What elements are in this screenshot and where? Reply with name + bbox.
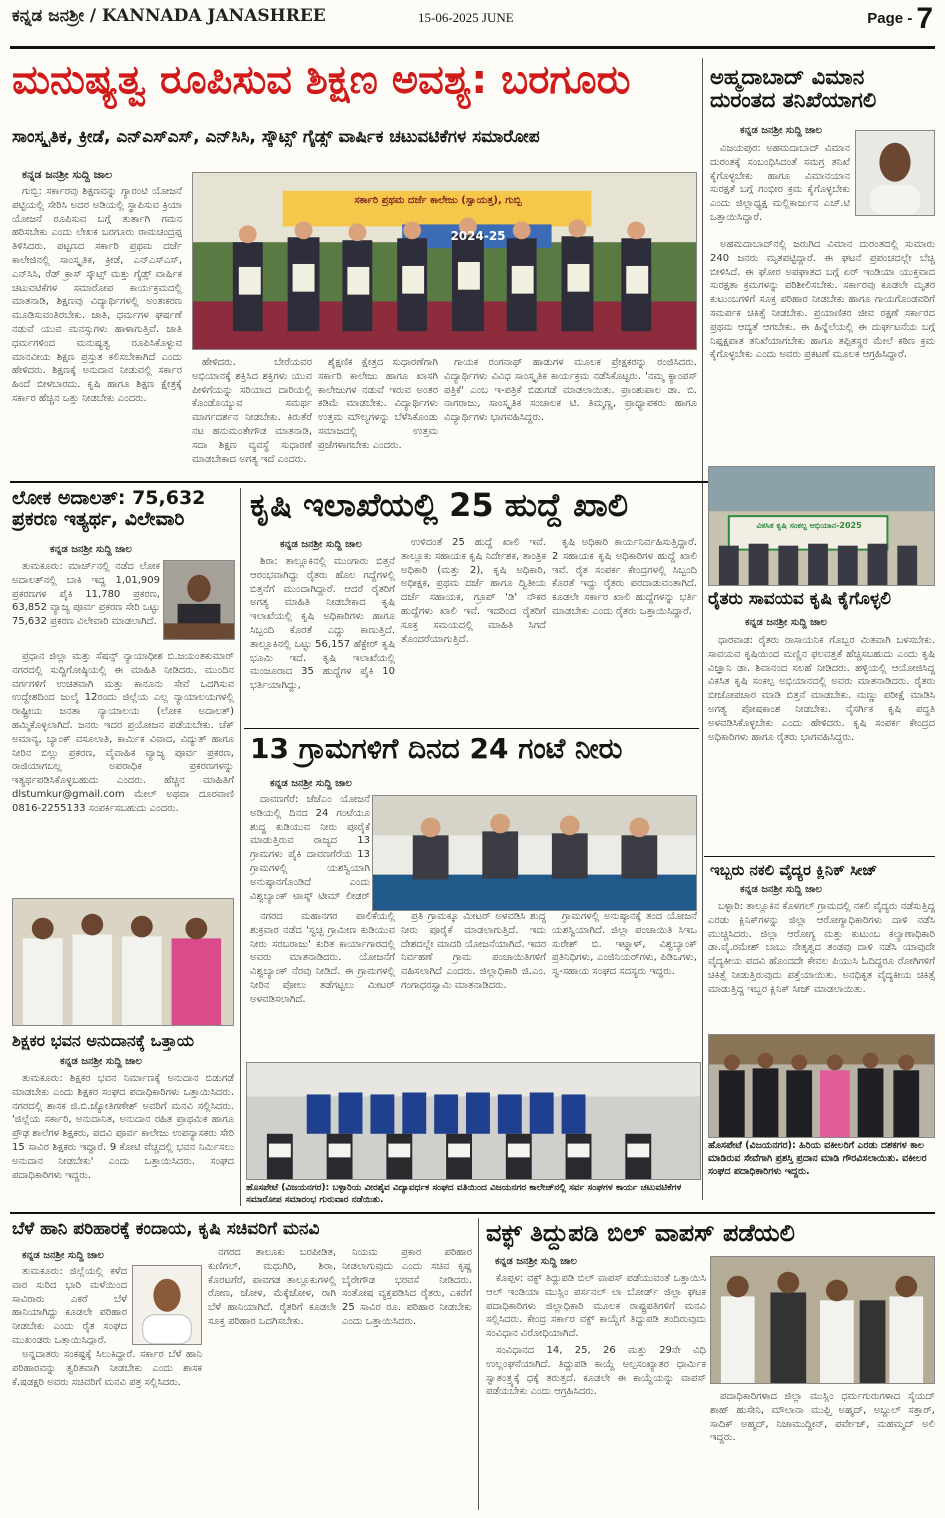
krishi-col-3: ಕೃಷಿ ಅಧಿಕಾರಿ ಕಾರ್ಯನಿರ್ವಹಿಸುತ್ತಿದ್ದಾರೆ. 2 ಸಹಾಯಕ ಕೃಷಿ ಅಧಿಕಾರಿಗಳ ಹುದ್ದೆ ಖಾಲಿ ಇವೆ. ರೈತ ಸಂಪರ್ಕ ಕೇಂದ್ರಗಳಲ್ಲಿ ಸಿಬ್ಬಂದಿ ಕೊರತೆ ಇದ್ದು ರೈತರು ಪರದಾಡುವಂತಾಗಿದೆ. ಕೂಡಲೇ ಸರ್ಕಾರ ಖಾಲಿ ಹುದ್ದೆಗಳನ್ನು ಭರ್ತಿ ಮಾಡಬೇಕು ಎಂದು ರೈತರು ಒತ್ತಾಯಿಸಿದ್ದಾರೆ. — [552, 537, 697, 617]
bele-byline: ಕನ್ನಡ ಜನಶ್ರೀ ಸುದ್ದಿ ಜಾಲ — [22, 1250, 104, 1261]
lok-adalat-intro: ತುಮಕೂರು: ಮಾರ್ಚ್‌ನಲ್ಲಿ ನಡೆದ ಲೋಕ ಅದಾಲತ್‌ನಲ್ಲಿ ಬಾಕಿ ಇದ್ದ 1,01,909 ಪ್ರಕರಣಗಳ ಪೈಕಿ 11,780 ಪ್ರಕರಣ, 63,852 ವ್ಯಾಜ್ಯ ಪೂರ್ವ ಪ್ರಕರಣ ಸೇರಿ ಒಟ್ಟು 75,632 ಪ್ರಕರಣ ವಿಲೇವಾರಿ ಮಾಡಲಾಗಿದೆ. — [12, 561, 160, 628]
lead-photo — [192, 172, 697, 350]
neeru-photo — [372, 795, 697, 911]
bele-col-1b: ಅನ್ನದಾತರು ಸಂಕಷ್ಟಕ್ಕೆ ಸಿಲುಕಿದ್ದಾರೆ. ಸರ್ಕಾರ ಬೆಳೆ ಹಾನಿ ಪರಿಹಾರವನ್ನು ತ್ವರಿತವಾಗಿ ನೀಡಬೇಕು ಎಂದು ಶಾಸಕ ಕೆ.ಷಡಕ್ಷರಿ ಅವರು ಸಚಿವರಿಗೆ ಮನವಿ ಪತ್ರ ಸಲ್ಲಿಸಿದರು. — [12, 1349, 202, 1388]
neeru-col-2: ಪ್ರತಿ ಗ್ರಾಮಕ್ಕೂ ಮೀಟರ್ ಅಳವಡಿಸಿ ಶುದ್ಧ ನೀರು ಪೂರೈಕೆ ಮಾಡಲಾಗುತ್ತಿದೆ. ಇದು ದೇಶದಲ್ಲೇ ಮಾದರಿ ಯೋಜನೆಯಾಗಿದೆ. ಇದರ ನಿರ್ವಹಣೆ ಗ್ರಾಮ ಪಂಚಾಯಿತಿಗಳಿಗೆ ವಹಿಸಲಾಗಿದೆ ಎಂದರು. ಜಿಲ್ಲಾಧಿಕಾರಿ ಜಿ.ಎಂ. ಗಂಗಾಧರಸ್ವಾಮಿ ಮಾತನಾಡಿದರು. — [401, 911, 546, 991]
group-photo-caption: ಹೊಸಪೇಟೆ (ವಿಜಯನಗರ): ಬಳ್ಳಾರಿಯ ವೀರಶೈವ ವಿದ್ಯಾವರ್ಧಕ ಸಂಘದ ವತಿಯಿಂದ ವಿಜಯನಗರ ಕಾಲೇಜ್‌ನಲ್ಲಿ ಸರ್ವ ಸಂಘಗಳ ಕಾರ್ಯ ಚಟುವಟಿಕೆಗಳ ಸಮಾರೋಪ ಸಮಾರಂಭ ಗುರುವಾರ ನಡೆಯಿತು. — [246, 1183, 682, 1206]
lead-photo-year: 2024-25 — [450, 229, 506, 243]
neeru-col-3: ಗ್ರಾಮಗಳಲ್ಲಿ ಅನುಷ್ಠಾನಕ್ಕೆ ತಂದ ಯೋಜನೆ ಯಶಸ್ವಿಯಾಗಿದೆ. ಜಿಲ್ಲಾ ಪಂಚಾಯಿತಿ ಸಿಇಒ ಸುರೇಶ್ ಬಿ. ಇಟ್ನಾಳ್, ವಿಶ್ವಬ್ಯಾಂಕ್ ಪ್ರತಿನಿಧಿಗಳು, ಎಂಜಿನಿಯರ್‌ಗಳು, ಪಿಡಿಒಗಳು, ಸ್ವ-ಸಹಾಯ ಸಂಘದ ಸದಸ್ಯರು ಇದ್ದರು. — [552, 911, 697, 978]
raitharu-photo — [708, 466, 935, 586]
lok-adalat-byline: ಕನ್ನಡ ಜನಶ್ರೀ ಸುದ್ದಿ ಜಾಲ — [50, 544, 132, 555]
lead-col-2: ಹೇಳಿದರು. ಬೇರೆಯವರ ಅಭಿಯಾನಕ್ಕೆ ಶಕ್ತಿಸಿದ ಶಕ್ತಿಗಳು ಯುವ ಪೀಳಿಗೆಯನ್ನು ಸರಿಯಾದ ದಾರಿಯಲ್ಲಿ ಕೊಂಡೊಯ್ಯುವ ಸಮರ್ಥ ಮಾರ್ಗದರ್ಶನ ನೀಡಬೇಕು. ಕಿರುತೆರೆ ನಟ ಹನುಮಂತೇಗೌಡ ಮಾತನಾಡಿ, ಸದಾ ಶಿಕ್ಷಣ ವ್ಯವಸ್ಥೆ ಸುಧಾರಣೆ ಮಾಡಬೇಕಾದ ಅಗತ್ಯ ಇದೆ ಎಂದರು. — [192, 357, 312, 465]
waqf-photo — [710, 1256, 935, 1384]
bele-portrait — [132, 1265, 202, 1345]
nakali-byline: ಕನ್ನಡ ಜನಶ್ರೀ ಸುದ್ದಿ ಜಾಲ — [740, 884, 822, 895]
masthead-title: ಕನ್ನಡ ಜನಶ್ರೀ / KANNADA JANASHREE — [12, 6, 326, 26]
lead-subhead: ಸಾಂಸ್ಕೃತಿಕ, ಕ್ರೀಡೆ, ಎನ್‌ಎಸ್‌ಎಸ್, ಎನ್‌ಸಿಸಿ, ಸ್ಕೌಟ್ಸ್ ಗೈಡ್ಸ್ ವಾರ್ಷಿಕ ಚಟುವಟಿಕೆಗಳ ಸಮಾರೋಪ — [12, 128, 540, 147]
lead-headline: ಮನುಷ್ಯತ್ವ ರೂಪಿಸುವ ಶಿಕ್ಷಣ ಅವಶ್ಯ: ಬರಗೂರು — [12, 57, 631, 103]
group-photo — [246, 1062, 701, 1180]
bele-col-3: ನಿಯಮ ಪ್ರಕಾರ ಪರಿಹಾರ ನೀಡಲಾಗುವುದು ಎಂದು ಸಚಿವ ಕೃಷ್ಣ ಬೈರೇಗೌಡ ಭರವಸೆ ನೀಡಿದರು. ಸಂತೋಷ ವ್ಯಕ್ತಪಡಿಸಿದ ರೈತರು, ಎಕರೆಗೆ 25 ಸಾವಿರ ರೂ. ಪರಿಹಾರ ನೀಡಬೇಕು ಎಂದು ಒತ್ತಾಯಿಸಿದರು. — [342, 1247, 472, 1327]
neeru-headline: 13 ಗ್ರಾಮಗಳಿಗೆ ದಿನದ 24 ಗಂಟೆ ನೀರು — [250, 732, 623, 765]
lok-adalat-photo — [163, 560, 235, 640]
ahmedabad-portrait — [855, 130, 935, 216]
page-number — [867, 2, 933, 36]
page-number-value: 7 — [916, 2, 933, 35]
raitharu-headline: ರೈತರು ಸಾವಯವ ಕೃಷಿ ಕೈಗೊಳ್ಳಲಿ — [708, 589, 891, 609]
shikshakara-photo — [12, 898, 234, 1026]
bele-intro: ತುಮಕೂರು: ಜಿಲ್ಲೆಯಲ್ಲಿ ಕಳೆದ ವಾರ ಸುರಿದ ಭಾರಿ ಮಳೆಯಿಂದ ಸಾವಿರಾರು ಎಕರೆ ಬೆಳೆ ಹಾನಿಯಾಗಿದ್ದು ಕೂಡಲೇ ಪರಿಹಾರ ನೀಡಬೇಕು ಎಂದು ರೈತ ಸಂಘದ ಮುಖಂಡರು ಒತ್ತಾಯಿಸಿದ್ದಾರೆ. — [12, 1266, 127, 1345]
krishi-col-2: ಉಳಿದಂತೆ 25 ಹುದ್ದೆ ಖಾಲಿ ಇವೆ. ತಾಲ್ಲೂಕು ಸಹಾಯಕ ಕೃಷಿ ನಿರ್ದೇಶಕ, ತಾಂತ್ರಿಕ ಅಧಿಕಾರಿ (ಮತ್ತು 2), ಕೃಷಿ ಅಧಿಕಾರಿ, ಅಧೀಕ್ಷಕ, ಪ್ರಥಮ ದರ್ಜೆ ಹಾಗೂ ದ್ವಿತೀಯ ದರ್ಜೆ ಸಹಾಯಕ, ಗ್ರೂಪ್ 'ಡಿ' ನೌಕರ ಹುದ್ದೆಗಳು ಖಾಲಿ ಇವೆ. ಇದರಿಂದ ರೈತರಿಗೆ ಸೂಕ್ತ ಸಮಯದಲ್ಲಿ ಮಾಹಿತಿ ಸಿಗದೆ ತೊಂದರೆಯಾಗುತ್ತಿದೆ. — [401, 537, 546, 645]
raitharu-banner: ವಿಕಸಿತ ಕೃಷಿ ಸಂಕಲ್ಪ ಅಭಿಯಾನ-2025 — [756, 521, 862, 530]
bele-col-2: ನಗರದ ತಾಲೂಕು ಬರಪೀಡಿತ, ಕುಣಿಗಲ್, ಮಧುಗಿರಿ, ಶಿರಾ, ಕೊರಟಗೆರೆ, ಪಾವಗಡ ತಾಲ್ಲೂಕುಗಳಲ್ಲಿ ರೋಣ, ಜೋಳ, ಮೆಕ್ಕೆಜೋಳ, ರಾಗಿ ಬೆಳೆ ಹಾನಿಯಾಗಿದೆ. ರೈತರಿಗೆ ಕೂಡಲೇ ಸೂಕ್ತ ಪರಿಹಾರ ಒದಗಿಸಬೇಕು. — [208, 1247, 336, 1327]
lead-byline: ಕನ್ನಡ ಜನಶ್ರೀ ಸುದ್ದಿ ಜಾಲ — [22, 168, 113, 181]
waqf-byline: ಕನ್ನಡ ಜನಶ್ರೀ ಸುದ್ದಿ ಜಾಲ — [495, 1256, 577, 1267]
nakali-photo — [708, 1034, 935, 1138]
page-label: Page - — [867, 10, 913, 27]
raitharu-byline: ಕನ್ನಡ ಜನಶ್ರೀ ಸುದ್ದಿ ಜಾಲ — [745, 617, 827, 628]
krishi-byline: ಕನ್ನಡ ಜನಶ್ರೀ ಸುದ್ದಿ ಜಾಲ — [280, 539, 362, 550]
ahmedabad-byline: ಕನ್ನಡ ಜನಶ್ರೀ ಸುದ್ದಿ ಜಾಲ — [740, 125, 822, 136]
waqf-col-1: ಕೊಪ್ಪಳ: ವಕ್ಫ್ ತಿದ್ದುಪಡಿ ಬಿಲ್ ವಾಪಸ್ ಪಡೆಯುವಂತೆ ಒತ್ತಾಯಿಸಿ ಆಲ್ ಇಂಡಿಯಾ ಮುಸ್ಲಿಂ ಪರ್ಸನಲ್ ಲಾ ಬೋರ್ಡ್ ಜಿಲ್ಲಾ ಘಟಕ ಪದಾಧಿಕಾರಿಗಳು ಜಿಲ್ಲಾಧಿಕಾರಿ ಮೂಲಕ ರಾಷ್ಟ್ರಪತಿಗಳಿಗೆ ಮನವಿ ಸಲ್ಲಿಸಿದರು. ಕೇಂದ್ರ ಸರ್ಕಾರ ವಕ್ಫ್ ಕಾಯ್ದೆಗೆ ತಿದ್ದುಪಡಿ ತಂದಿರುವುದು ಸಂವಿಧಾನ ವಿರೋಧಿಯಾಗಿದೆ. ಸಂವಿಧಾನದ 14, 25, 26 ಮತ್ತು 29ನೇ ವಿಧಿ ಉಲ್ಲಂಘನೆಯಾಗಿದೆ. ತಿದ್ದುಪಡಿ ಕಾಯ್ದೆ ಅಲ್ಪಸಂಖ್ಯಾತರ ಧಾರ್ಮಿಕ ಸ್ವಾತಂತ್ರ್ಯಕ್ಕೆ ಧಕ್ಕೆ ತರುತ್ತದೆ. ಕೂಡಲೇ ಈ ಕಾಯ್ದೆಯನ್ನು ವಾಪಸ್ ಪಡೆಯಬೇಕು ಎಂದು ಆಗ್ರಹಿಸಿದರು. — [486, 1273, 706, 1398]
waqf-col-3: ಪದಾಧಿಕಾರಿಗಳಾದ ಜಿಲ್ಲಾ ಮುಸ್ಲಿಂ ಧರ್ಮಗುರುಗಳಾದ ಸೈಯದ್ ಶಾಹ್ ಹುಸೇನಿ, ಮೌಲಾನಾ ಮುಫ್ತಿ ಅಹ್ಮದ್, ಅಬ್ದುಲ್ ಸತ್ತಾರ್, ಸಾದಿಕ್ ಅಹ್ಮದ್, ನಿಜಾಮುದ್ದೀನ್, ಪರ್ವೇಜ್, ಮಹಮ್ಮದ್ ಅಲಿ ಇದ್ದರು. — [710, 1391, 935, 1444]
ahmedabad-intro: ವಿಜಯಪುರ: ಅಹಮದಾಬಾದ್ ವಿಮಾನ ದುರಂತಕ್ಕೆ ಸಂಬಂಧಿಸಿದಂತೆ ಸಮಗ್ರ ತನಿಖೆ ಕೈಗೊಳ್ಳಬೇಕು ಹಾಗೂ ವಿಮಾನಯಾನ ಸುರಕ್ಷತೆ ಬಗ್ಗೆ ಗಂಭೀರ ಕ್ರಮ ಕೈಗೊಳ್ಳಬೇಕು ಎಂದು ಜಿಲ್ಲಾಧ್ಯಕ್ಷ ಮಲ್ಲಿಕಾರ್ಜುನ ಎಚ್.ಟಿ ಒತ್ತಾಯಿಸಿದ್ದಾರೆ. — [710, 143, 850, 223]
masthead-date: 15-06-2025 JUNE — [418, 10, 514, 25]
krishi-col-1: ಶಿರಾ: ತಾಲ್ಲೂಕಿನಲ್ಲಿ ಮುಂಗಾರು ಬಿತ್ತನೆ ಆರಂಭವಾಗಿದ್ದು ರೈತರು ಹೊಲ ಗದ್ದೆಗಳಲ್ಲಿ ಬಿತ್ತನೆಗೆ ಮುಂದಾಗಿದ್ದಾರೆ. ಆದರೆ ರೈತರಿಗೆ ಅಗತ್ಯ ಮಾಹಿತಿ ನೀಡಬೇಕಾದ ಕೃಷಿ ಇಲಾಖೆಯಲ್ಲಿ ಕೃಷಿ ಅಧಿಕಾರಿಗಳು ಹಾಗೂ ಸಿಬ್ಬಂದಿ ಕೊರತೆ ಎದ್ದು ಕಾಣುತ್ತಿದೆ. ತಾಲ್ಲೂಕಿನಲ್ಲಿ ಒಟ್ಟು 56,157 ಹೆಕ್ಟೇರ್ ಕೃಷಿ ಭೂಮಿ ಇದೆ. ಕೃಷಿ ಇಲಾಖೆಯಲ್ಲಿ ಮಂಜೂರಾದ 35 ಹುದ್ದೆಗಳ ಪೈಕಿ 10 ಭರ್ತಿಯಾಗಿದ್ದು, — [250, 556, 395, 692]
shikshakara-body: ತುಮಕೂರು: ಶಿಕ್ಷಕರ ಭವನ ನಿರ್ಮಾಣಕ್ಕೆ ಅನುದಾನ ಬಿಡುಗಡೆ ಮಾಡಬೇಕು ಎಂದು ಶಿಕ್ಷಕರ ಸಂಘದ ಪದಾಧಿಕಾರಿಗಳು ಒತ್ತಾಯಿಸಿದರು. ನಗರದಲ್ಲಿ ಶಾಸಕ ಜಿ.ಬಿ.ಜ್ಯೋತಿಗಣೇಶ್‌ ಅವರಿಗೆ ಮನವಿ ಸಲ್ಲಿಸಿದರು. 'ಜಿಲ್ಲೆಯ ಸರ್ಕಾರಿ, ಅನುದಾನಿತ, ಅನುದಾನ ರಹಿತ ಪ್ರಾಥಮಿಕ ಹಾಗೂ ಪ್ರೌಢ ಶಾಲೆಗಳ ಶಿಕ್ಷಕರು, ಪದವಿ ಪೂರ್ವ ಕಾಲೇಜು ಉಪನ್ಯಾಸಕರು ಸೇರಿ 15 ಸಾವಿರ ಶಿಕ್ಷಕರು ಇದ್ದಾರೆ. 9 ಕೋಟಿ ವೆಚ್ಚದಲ್ಲಿ ಭವನ ನಿರ್ಮಿಸಲು ಅನುದಾನ ನೀಡಬೇಕು' ಎಂದು ಒತ್ತಾಯಿಸಿದರು. ಸಂಘದ ಪದಾಧಿಕಾರಿಗಳು ಇದ್ದರು. — [12, 1073, 234, 1181]
nakali-headline: ಇಬ್ಬರು ನಕಲಿ ವೈದ್ಯರ ಕ್ಲಿನಿಕ್ ಸೀಜ್ — [710, 861, 878, 879]
shikshakara-byline: ಕನ್ನಡ ಜನಶ್ರೀ ಸುದ್ದಿ ಜಾಲ — [60, 1056, 142, 1067]
neeru-intro: ದಾವಣಗೆರೆ: ಜೆಜೆಎಂ ಯೋಜನೆ ಅಡಿಯಲ್ಲಿ ದಿನದ 24 ಗಂಟೆಯೂ ಶುದ್ಧ ಕುಡಿಯುವ ನೀರು ಪೂರೈಕೆ ಮಾಡುತ್ತಿರುವ ರಾಜ್ಯದ 13 ಗ್ರಾಮಗಳು ಪೈಕಿ ದಾವಣಗೆರೆಯ 13 ಗ್ರಾಮಗಳಲ್ಲಿ ಯಶಸ್ವಿಯಾಗಿ ಅನುಷ್ಠಾನಗೊಂಡಿದೆ ಎಂದು ವಿಶ್ವಬ್ಯಾಂಕ್ ಟಾಸ್ಕ್ ಟೀಮ್ ಲೀಡರ್ — [250, 794, 370, 902]
lead-col-3: ಶೈಕ್ಷಣಿಕ ಕ್ಷೇತ್ರದ ಸುಧಾರಣೆಗಾಗಿ ಸರ್ಕಾರಿ ಕಾಲೇಜು ಹಾಗೂ ಖಾಸಗಿ ಕಾಲೇಜುಗಳ ನಡುವೆ ಇರುವ ಅಂತರ ಕಡಿಮೆ ಮಾಡಬೇಕು. ವಿದ್ಯಾರ್ಥಿಗಳು ಉತ್ತಮ ಮೌಲ್ಯಗಳನ್ನು ಬೆಳೆಸಿಕೊಂಡು ಸಮಾಜದಲ್ಲಿ ಉತ್ತಮ ಪ್ರಜೆಗಳಾಗಬೇಕು ಎಂದರು. — [318, 357, 438, 451]
krishi-headline: ಕೃಷಿ ಇಲಾಖೆಯಲ್ಲಿ 25 ಹುದ್ದೆ ಖಾಲಿ — [250, 486, 629, 524]
lead-photo-banner: ಸರ್ಕಾರಿ ಪ್ರಥಮ ದರ್ಜೆ ಕಾಲೇಜು (ಸ್ವಾಯತ್ತ), ಗುಬ್ಬಿ — [354, 195, 522, 206]
lok-adalat-body: ಪ್ರಧಾನ ಜಿಲ್ಲಾ ಮತ್ತು ಸೆಷನ್ಸ್ ನ್ಯಾಯಾಧೀಶ ಬಿ.ಜಯಂತಕುಮಾರ್ ನಗರದಲ್ಲಿ ಸುದ್ದಿಗೋಷ್ಠಿಯಲ್ಲಿ ಈ ಮಾಹಿತಿ ನೀಡಿದರು. ಮುಂದಿನ ವರ್ಗಗಳಿಗೆ ಉಚಿತವಾಗಿ ಮತ್ತು ಕಾನೂನು ಸೇವೆ ಒದಗಿಸುವ ಉದ್ದೇಶದಿಂದ ಜುಲೈ 12ರಂದು ಜಿಲ್ಲೆಯ ಎಲ್ಲ ನ್ಯಾಯಾಲಯಗಳಲ್ಲಿ ರಾಷ್ಟ್ರೀಯ ಜನತಾ ನ್ಯಾಯಾಲಯ (ಲೋಕ ಅದಾಲತ್) ಹಮ್ಮಿಕೊಳ್ಳಲಾಗಿದೆ. ಜನರು ಇದರ ಪ್ರಯೋಜನ ಪಡೆಯಬೇಕು. ಚೆಕ್ ಅಮಾನ್ಯ, ಬ್ಯಾಂಕ್ ವಸೂಲಾತಿ, ಕಾರ್ಮಿಕ ವಿವಾದ, ವಿದ್ಯುತ್ ಹಾಗೂ ನೀರಿನ ಬಿಲ್ಲು ಪ್ರಕರಣ, ವೈವಾಹಿಕ ವ್ಯಾಜ್ಯ ಪೂರ್ವ ಪ್ರಕರಣ, ರಾಜಿಯಾಗಬಲ್ಲ ಅಪರಾಧಿಕ ಪ್ರಕರಣಗಳನ್ನು ಇತ್ಯರ್ಥಪಡಿಸಿಕೊಳ್ಳಬಹುದು ಎಂದರು. ಹೆಚ್ಚಿನ ಮಾಹಿತಿಗೆ dlstumkur@gmail.com ಮೇಲ್ ಅಥವಾ ದೂರವಾಣಿ 0816-2255133 ಸಂಪರ್ಕಿಸಬಹುದು ಎಂದರು. — [12, 651, 234, 814]
ahmedabad-body: ಅಹಮದಾಬಾದ್‌ನಲ್ಲಿ ಜರುಗಿದ ವಿಮಾನ ದುರಂತದಲ್ಲಿ ಸುಮಾರು 240 ಜನರು ಮೃತಪಟ್ಟಿದ್ದಾರೆ. ಈ ಘಟನೆ ಪ್ರಪಂಚದಲ್ಲೇ ಬೆಚ್ಚಿ ಬೀಳಿಸಿದೆ. ಈ ಘೋರ ಅಪಘಾತದ ಬಗ್ಗೆ ಏರ್ ಇಂಡಿಯಾ ಯುಕ್ತವಾದ ಸುರಕ್ಷತಾ ಕ್ರಮಗಳನ್ನು ಪರಿಶೀಲಿಸಬೇಕು. ಸರ್ಕಾರವು ಕೂಡಲೇ ಮೃತರ ಕುಟುಂಬಗಳಿಗೆ ಸೂಕ್ತ ಪರಿಹಾರ ನೀಡಬೇಕು ಹಾಗೂ ಗಾಯಗೊಂಡವರಿಗೆ ಸಮರ್ಪಕ ಚಿಕಿತ್ಸೆ ನೀಡಬೇಕು. ಪ್ರಯಾಣಿಕರ ಜೀವ ರಕ್ಷಣೆ ಸರ್ಕಾರದ ಪ್ರಥಮ ಆದ್ಯತೆ ಆಗಬೇಕು. ಈ ಹಿನ್ನೆಲೆಯಲ್ಲಿ ಈ ದುರ್ಘಟನೆಯ ಬಗ್ಗೆ ನಿಷ್ಪಕ್ಷಪಾತ ತನಿಖೆಯಾಗಬೇಕು ಹಾಗೂ ತಪ್ಪಿತಸ್ಥರ ಮೇಲೆ ಕಠಿಣ ಕ್ರಮ ಕೈಗೊಳ್ಳಬೇಕು ಎಂದು ಅವರು ಪ್ರಕಟಣೆ ಮೂಲಕ ಆಗ್ರಹಿಸಿದ್ದಾರೆ. — [710, 239, 935, 361]
waqf-headline: ವಕ್ಫ್ ತಿದ್ದುಪಡಿ ಬಿಲ್ ವಾಪಸ್ ಪಡೆಯಲಿ — [486, 1219, 795, 1247]
lead-col-1: ಗುಬ್ಬಿ: ಸರ್ಕಾರವು ಶಿಕ್ಷಣವನ್ನು ಗ್ಯಾರಂಟಿ ಯೋಜನೆ ಪಟ್ಟಿಯಲ್ಲಿ ಸೇರಿಸಿ ಅದರ ಅಡಿಯಲ್ಲಿ ಸ್ಥಾಪಿಸುವ ಕ್ರಿಯಾ ಯೋಜನೆ ರೂಪಿಸುವ ಬಗ್ಗೆ ತುರ್ತಾಗಿ ಗಮನ ಹರಿಸಬೇಕು ಎಂದು ಲೇಖಕ ಬರಗೂರು ರಾಮಚಂದ್ರಪ್ಪ ತಿಳಿಸಿದರು. ಪಟ್ಟಣದ ಸರ್ಕಾರಿ ಪ್ರಥಮ ದರ್ಜೆ ಕಾಲೇಜಿನಲ್ಲಿ ಸಾಂಸ್ಕೃತಿಕ, ಕ್ರೀಡೆ, ಎನ್‌ಎಸ್‌ಎಸ್, ಎನ್‌ಸಿಸಿ, ರೆಡ್ ಕ್ರಾಸ್ ಸ್ಕೌಟ್ಸ್ ಮತ್ತು ಗೈಡ್ಸ್ ವಾರ್ಷಿಕ ಚಟುವಟಿಕೆಗಳ ಸಮಾರೋಪ ಕಾರ್ಯಕ್ರಮದಲ್ಲಿ ಮಾತನಾಡಿ, ಶಿಕ್ಷಣವು ವಿದ್ಯಾರ್ಥಿಗಳಲ್ಲಿ ಅಂತಃಕರಣ ಮೂಡಿಸುವಂತಿರಬೇಕು. ಜಾತಿ, ಧರ್ಮಗಳ ಘರ್ಷಣೆ ನಡುವೆ ಯುವ ಮನಸ್ಸುಗಳು ಹಾಳಾಗುತ್ತಿವೆ. ಜಾತಿ ಧರ್ಮಗಳಿಂದ ಮನುಷ್ಯತ್ವ ರೂಪಿಸಿಕೊಳ್ಳುವ ಮಾನವೀಯ ಶಿಕ್ಷಣ ಪ್ರಸ್ತುತ ಕಲಿಸಬೇಕಾಗಿದೆ ಎಂದು ಹೇಳಿದರು. ಶಿಕ್ಷಣಕ್ಕೆ ಅನುದಾನ ನೀಡುವಲ್ಲಿ ಸರ್ಕಾರ ಹಿಂದೆ ಬೀಳಬಾರದು. ಕೃಷಿ ಹಾಗೂ ಶಿಕ್ಷಣ ಕ್ಷೇತ್ರಕ್ಕೆ ಸರ್ಕಾರ ಹೆಚ್ಚಿನ ಒತ್ತು ನೀಡಬೇಕು ಎಂದರು. — [12, 186, 182, 404]
neeru-byline: ಕನ್ನಡ ಜನಶ್ರೀ ಸುದ್ದಿ ಜಾಲ — [270, 778, 352, 789]
lok-adalat-headline: ಲೋಕ ಅದಾಲತ್: 75,632 ಪ್ರಕರಣ ಇತ್ಯರ್ಥ, ವಿಲೇವಾರಿ — [12, 487, 206, 530]
bele-headline: ಬೆಳೆ ಹಾನಿ ಪರಿಹಾರಕ್ಕೆ ಕಂದಾಯ, ಕೃಷಿ ಸಚಿವರಿಗೆ ಮನವಿ — [12, 1220, 320, 1239]
neeru-col-1: ನಗರದ ಮಹಾನಗರ ಪಾಲಿಕೆಯಲ್ಲಿ ಶುಕ್ರವಾರ ನಡೆದ 'ಸ್ವಚ್ಛ ಗ್ರಾಮೀಣ ಕುಡಿಯುವ ನೀರು ಸರಬರಾಜು' ಕುರಿತ ಕಾರ್ಯಾಗಾರದಲ್ಲಿ ಅವರು ಮಾತನಾಡಿದರು. ಯೋಜನೆಗೆ ವಿಶ್ವಬ್ಯಾಂಕ್ ನೆರವು ನೀಡಿದೆ. ಈ ಗ್ರಾಮಗಳಲ್ಲಿ ನೀರಿನ ಪೋಲು ತಡೆಗಟ್ಟಲು ಮೀಟರ್ ಅಳವಡಿಸಲಾಗಿದೆ. — [250, 911, 395, 1005]
shikshakara-headline: ಶಿಕ್ಷಕರ ಭವನ ಅನುದಾನಕ್ಕೆ ಒತ್ತಾಯ — [12, 1031, 195, 1050]
nakali-body: ಬಳ್ಳಾರಿ: ತಾಲ್ಲೂಕಿನ ಕೊಳಗಲ್ ಗ್ರಾಮದಲ್ಲಿ ನಕಲಿ ವೈದ್ಯರು ನಡೆಸುತ್ತಿದ್ದ ಎರಡು ಕ್ಲಿನಿಕ್‌ಗಳನ್ನು ಜಿಲ್ಲಾ ಆರೋಗ್ಯಾಧಿಕಾರಿಗಳು ದಾಳಿ ನಡೆಸಿ ಮುಚ್ಚಿಸಿದರು. ಜಿಲ್ಲಾ ಆರೋಗ್ಯ ಮತ್ತು ಕುಟುಂಬ ಕಲ್ಯಾಣಾಧಿಕಾರಿ ಡಾ.ವೈ.ರಮೇಶ್ ಬಾಬು ನೇತೃತ್ವದ ತಂಡವು ದಾಳಿ ನಡೆಸಿ ಯಾವುದೇ ವೈದ್ಯಕೀಯ ಪದವಿ ಹೊಂದದೇ ಕೇವಲ ಪಿಯುಸಿ ಓದಿದ್ದರೂ ರೋಗಿಗಳಿಗೆ ಚಿಕಿತ್ಸೆ ನೀಡುತ್ತಿರುವುದು ಪತ್ತೆಯಾಯಿತು. ಅನಧಿಕೃತ ವೈದ್ಯಕೀಯ ಚಿಕಿತ್ಸೆ ಮಾಡುತ್ತಿದ್ದ ಇಬ್ಬರ ಕ್ಲಿನಿಕ್ ಸೀಜ್ ಮಾಡಲಾಯಿತು. — [708, 901, 935, 995]
lead-col-4: ಗಾಯಕ ರಂಗನಾಥ್ ಹಾಡುಗಳ ಮೂಲಕ ಪ್ರೇಕ್ಷಕರನ್ನು ರಂಜಿಸಿದರು. ವಿದ್ಯಾರ್ಥಿಗಳು ವಿವಿಧ ಸಾಂಸ್ಕೃತಿಕ ಕಾರ್ಯಕ್ರಮ ನಡೆಸಿಕೊಟ್ಟರು. 'ನಮ್ಮ ಕ್ಯಾಂಪಸ್ ಪತ್ರಿಕೆ' ಎಂಬ ಇ-ಪತ್ರಿಕೆ ಬಿಡುಗಡೆ ಮಾಡಲಾಯಿತು. ಪ್ರಾಂಶುಪಾಲ ಡಾ. ಬಿ. ನಾಗರಾಜು, ಸಾಂಸ್ಕೃತಿಕ ಸಂಚಾಲಕ ಟಿ. ತಿಮ್ಮಣ್ಣ, ಪ್ರಾಧ್ಯಾಪಕರು ಹಾಗೂ ವಿದ್ಯಾರ್ಥಿಗಳು ಭಾಗವಹಿಸಿದ್ದರು. — [444, 357, 697, 424]
nakali-caption: ಹೊಸಪೇಟೆ (ವಿಜಯನಗರ): ಹಿರಿಯ ವಕೀಲರಿಗೆ ಎರಡು ದಶಕಗಳ ಕಾಲ ಮಾಡಿರುವ ಸೇವೆಗಾಗಿ ಪ್ರಶಸ್ತಿ ಪ್ರದಾನ ಮಾಡಿ ಗೌರವಿಸಲಾಯಿತು. ವಕೀಲರ ಸಂಘದ ಪದಾಧಿಕಾರಿಗಳು ಇದ್ದರು. — [708, 1140, 927, 1177]
ahmedabad-headline: ಅಹ್ಮದಾಬಾದ್ ವಿಮಾನ ದುರಂತದ ತನಿಖೆಯಾಗಲಿ — [710, 65, 877, 113]
raitharu-body: ಧಾರವಾಡ: ರೈತರು ರಾಸಾಯನಿಕ ಗೊಬ್ಬರ ಮಿತವಾಗಿ ಬಳಸಬೇಕು. ಸಾವಯವ ಕೃಷಿಯಿಂದ ಮಣ್ಣಿನ ಫಲವತ್ತತೆ ಹೆಚ್ಚಿಸಬಹುದು ಎಂದು ಕೃಷಿ ವಿಜ್ಞಾನಿ ಡಾ. ಶಿವಾನಂದ ಸಲಹೆ ನೀಡಿದರು. ಹಳ್ಳಿಯಲ್ಲಿ ಆಯೋಜಿಸಿದ್ದ ವಿಕಸಿತ ಕೃಷಿ ಸಂಕಲ್ಪ ಅಭಿಯಾನದಲ್ಲಿ ಅವರು ಮಾತನಾಡಿದರು. ರೈತರು ಬೀಜೋಪಚಾರ ಮಾಡಿ ಬಿತ್ತನೆ ಮಾಡಬೇಕು. ಮಣ್ಣು ಪರೀಕ್ಷೆ ಮಾಡಿಸಿ ಅಗತ್ಯ ಪೋಷಕಾಂಶ ನೀಡಬೇಕು. ನೈಸರ್ಗಿಕ ಕೃಷಿ ಪದ್ಧತಿ ಅಳವಡಿಸಿಕೊಳ್ಳಬೇಕು ಎಂದು ಹೇಳಿದರು. ಕೃಷಿ ಸಂಪರ್ಕ ಕೇಂದ್ರದ ಅಧಿಕಾರಿಗಳು ಹಾಗೂ ರೈತರು ಭಾಗವಹಿಸಿದ್ದರು. — [708, 635, 935, 743]
